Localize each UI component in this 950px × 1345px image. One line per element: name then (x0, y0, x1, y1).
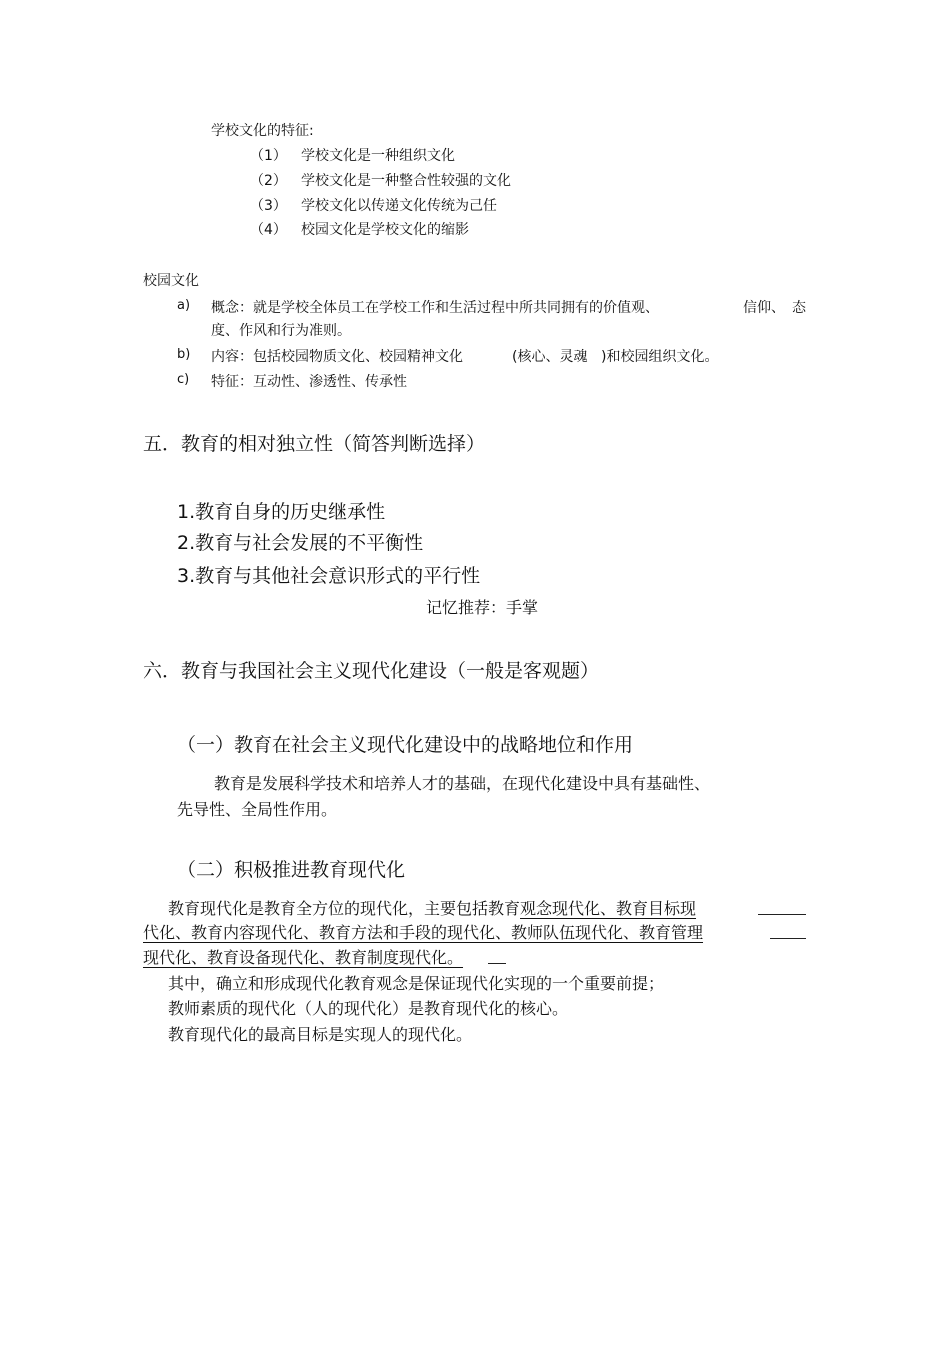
subsection-2-title: （二）积极推进教育现代化 (177, 859, 406, 881)
section-6-title: 六．教育与我国社会主义现代化建设（一般是客观题） (143, 660, 600, 682)
list-item-number: （4） (250, 222, 287, 238)
list-marker-c: c) (177, 372, 190, 387)
list-item-number: （2） (250, 173, 287, 189)
subsection-2-line-4: 其中，确立和形成现代化教育观念是保证现代化实现的一个重要前提； (168, 974, 665, 993)
subsection-2-line-6: 教育现代化的最高目标是实现人的现代化。 (168, 1025, 473, 1044)
underline-rule (488, 963, 506, 964)
school-culture-heading: 学校文化的特征: (211, 123, 314, 139)
underline-rule (758, 914, 806, 915)
concept-line-1: 概念：就是学校全体员工在学校工作和生活过程中所共同拥有的价值观、 (211, 300, 659, 316)
list-item-text: 学校文化以传递文化传统为己任 (301, 198, 497, 214)
underline-rule (770, 938, 806, 939)
list-item-text: 校园文化是学校文化的缩影 (301, 222, 469, 238)
list-item-text: 学校文化是一种组织文化 (301, 148, 455, 164)
subsection-1-title: （一）教育在社会主义现代化建设中的战略地位和作用 (177, 734, 634, 756)
content-line-part1: 内容：包括校园物质文化、校园精神文化 (211, 349, 463, 365)
subsection-2-line-2: 代化、教育内容现代化、教育方法和手段的现代化、教师队伍现代化、教育管理 (143, 923, 704, 942)
concept-line-1-tail-end: 态 (792, 300, 806, 316)
features-line: 特征：互动性、渗透性、传承性 (211, 374, 407, 390)
section-5-title: 五．教育的相对独立性（简答判断选择） (143, 433, 486, 455)
concept-line-1-tail: 信仰、 (743, 300, 785, 316)
subsection-1-line: 先导性、全局性作用。 (177, 800, 338, 819)
subsection-2-line-1 (168, 896, 696, 919)
list-marker-a: a) (177, 298, 191, 313)
list-marker-b: b) (177, 347, 191, 362)
subsection-2-line-1-plain: 教育现代化是教育全方位的现代化，主要包括教育 (168, 899, 521, 918)
memory-tip: 记忆推荐：手掌 (426, 598, 539, 617)
content-line-part2: (核心、灵魂 (512, 349, 588, 365)
content-line-part3: )和校园组织文化。 (601, 349, 719, 365)
concept-line-2: 度、作风和行为准则。 (211, 323, 351, 339)
section-5-item: 3.教育与其他社会意识形式的平行性 (177, 565, 481, 587)
campus-culture-heading: 校园文化 (143, 273, 199, 289)
list-item-number: （3） (250, 198, 287, 214)
list-item-text: 学校文化是一种整合性较强的文化 (301, 173, 511, 189)
subsection-2-line-5: 教师素质的现代化（人的现代化）是教育现代化的核心。 (168, 999, 569, 1018)
subsection-2-line-3: 现代化、教育设备现代化、教育制度现代化。 (143, 948, 464, 967)
section-5-item: 1.教育自身的历史继承性 (177, 501, 386, 523)
list-item-number: （1） (250, 148, 287, 164)
section-5-item: 2.教育与社会发展的不平衡性 (177, 532, 424, 554)
subsection-2-line-1-underlined: 观念现代化、教育目标现 (520, 899, 697, 918)
subsection-1-line: 教育是发展科学技术和培养人才的基础，在现代化建设中具有基础性、 (214, 774, 711, 793)
